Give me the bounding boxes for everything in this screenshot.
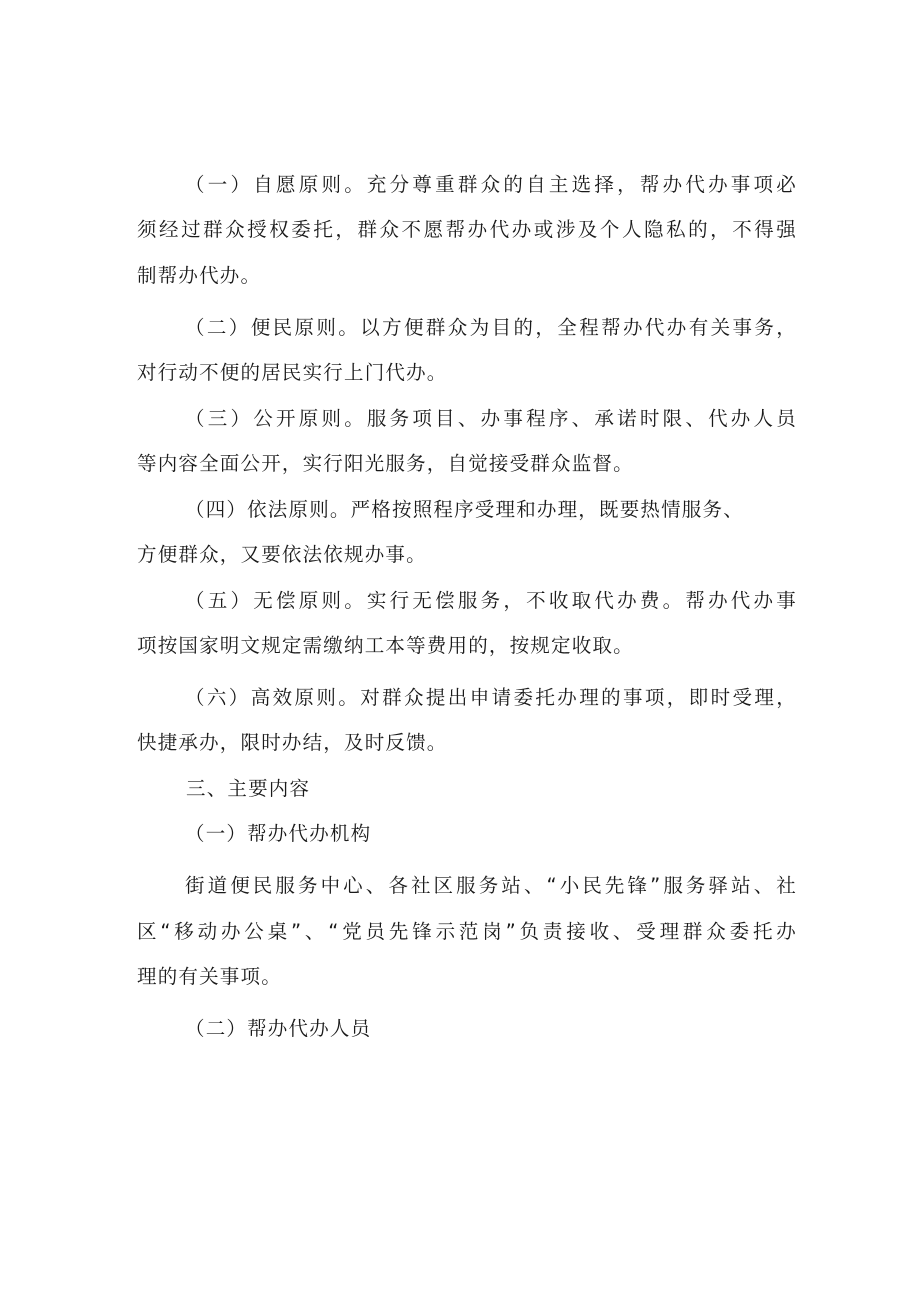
paragraph-line: （一）自愿原则。充分尊重群众的自主选择，帮办代办事项必 xyxy=(185,173,797,196)
paragraph-line: （六）高效原则。对群众提出申请委托办理的事项，即时受理， xyxy=(185,686,797,709)
section-heading: 三、主要内容 xyxy=(186,777,311,800)
paragraph-line: 快捷承办，限时办结，及时反馈。 xyxy=(137,731,448,754)
paragraph-line: （三）公开原则。服务项目、办事程序、承诺时限、代办人员 xyxy=(185,407,797,430)
paragraph-line: （四）依法原则。严格按照程序受理和办理，既要热情服务、 xyxy=(185,498,744,521)
paragraph-line: 区“移动办公桌”、“党员先锋示范岗”负责接收、受理群众委托办 xyxy=(137,920,797,943)
paragraph-line: （五）无偿原则。实行无偿服务，不收取代办费。帮办代办事 xyxy=(185,589,797,612)
paragraph-line: （二）便民原则。以方便群众为目的，全程帮办代办有关事务， xyxy=(185,316,797,339)
paragraph-line: 街道便民服务中心、各社区服务站、“小民先锋”服务驿站、社 xyxy=(185,874,797,897)
paragraph-line: 对行动不便的居民实行上门代办。 xyxy=(137,361,448,384)
paragraph-line: 项按国家明文规定需缴纳工本等费用的，按规定收取。 xyxy=(137,634,634,657)
paragraph-line: 制帮办代办。 xyxy=(137,264,262,287)
subsection-heading: （二）帮办代办人员 xyxy=(185,1017,372,1040)
paragraph-line: 理的有关事项。 xyxy=(137,965,282,988)
paragraph-line: 须经过群众授权委托，群众不愿帮办代办或涉及个人隐私的，不得强 xyxy=(137,218,797,241)
paragraph-line: 方便群众，又要依法依规办事。 xyxy=(137,543,427,566)
subsection-heading: （一）帮办代办机构 xyxy=(185,822,372,845)
paragraph-line: 等内容全面公开，实行阳光服务，自觉接受群众监督。 xyxy=(137,452,634,475)
